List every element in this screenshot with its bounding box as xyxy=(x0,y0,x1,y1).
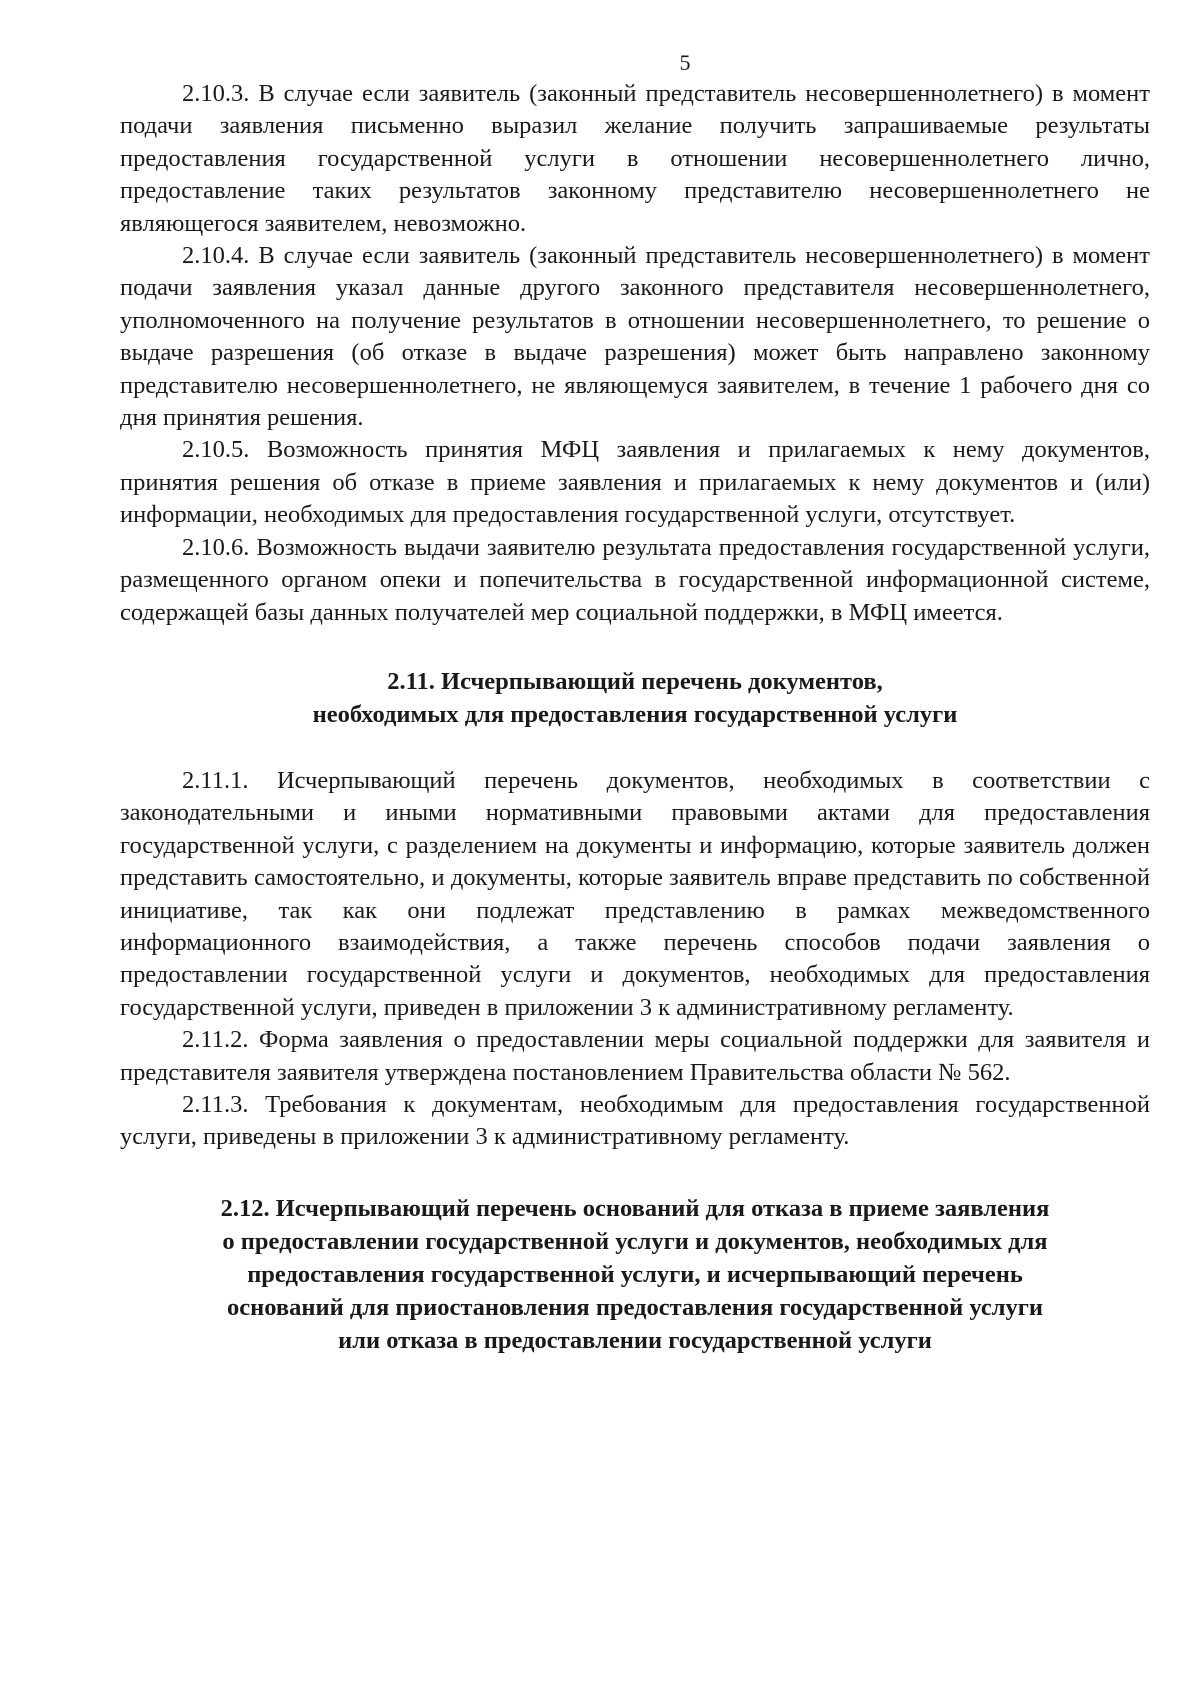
section-heading-2-12 xyxy=(120,1192,1150,1357)
paragraph-2-10-4: 2.10.4. В случае если заявитель (законный представитель несовершеннолетнего) в момент подачи заявления указал данные другого законного представителя несовершеннолетнего, уполномоченного на получение результатов в отношении несовершеннолетнего, то решение о выдаче разрешения (об отказе в выдаче разрешения) может быть направлено законному представителю несовершеннолетнего, не являющемуся заявителем, в течение 1 рабочего дня со дня принятия решения. xyxy=(120,242,1150,432)
heading-line: или отказа в предоставлении государственной услуги xyxy=(338,1326,932,1354)
spacer xyxy=(120,629,1150,665)
paragraph-2-10-3: 2.10.3. В случае если заявитель (законный представитель несовершеннолетнего) в момент подачи заявления письменно выразил желание получить запрашиваемые результаты предоставления государственной услуги в отношении несовершеннолетнего лично, предоставление таких результатов законному представителю несовершеннолетнего не являющегося заявителем, невозможно. xyxy=(120,80,1150,237)
section-heading-2-11 xyxy=(120,665,1150,731)
paragraph-2-11-1: 2.11.1. Исчерпывающий перечень документов, необходимых в соответствии с законодательными и иными нормативными правовыми актами для предоставления государственной услуги, с разделением на документы и информацию, которые заявитель должен представить самостоятельно, и документы, которые заявитель вправе представить по собственной инициативе, так как они подлежат представлению в рамках межведомственного информационного взаимодействия, а также перечень способов подачи заявления о предоставлении государственной услуги и документов, необходимых для предоставления государственной услуги, приведен в приложении 3 к административному регламенту. xyxy=(120,766,1150,1021)
spacer xyxy=(120,731,1150,765)
paragraph-2-10-6: 2.10.6. Возможность выдачи заявителю результата предоставления государственной услуги, размещенного органом опеки и попечительства в государственной информационной системе, содержащей базы данных получателей мер социальной поддержки, в МФЦ имеется. xyxy=(120,533,1150,626)
paragraph-2-11-3: 2.11.3. Требования к документам, необходимым для предоставления государственной услуги, приведены в приложении 3 к административному регламенту. xyxy=(120,1090,1150,1151)
heading-line: предоставления государственной услуги, и исчерпывающий перечень xyxy=(247,1260,1023,1288)
paragraph-2-11-2: 2.11.2. Форма заявления о предоставлении меры социальной поддержки для заявителя и представителя заявителя утверждена постановлением Правительства области № 562. xyxy=(120,1026,1150,1086)
heading-line: необходимых для предоставления государственной услуги xyxy=(312,700,958,728)
heading-line: оснований для приостановления предоставления государственной услуги xyxy=(227,1293,1043,1321)
heading-line: 2.11. Исчерпывающий перечень документов, xyxy=(387,667,883,695)
document-page xyxy=(120,50,1150,1357)
heading-line: о предоставлении государственной услуги и документов, необходимых для xyxy=(222,1227,1048,1255)
page-number: 5 xyxy=(679,50,691,75)
spacer xyxy=(120,1154,1150,1192)
heading-line: 2.12. Исчерпывающий перечень оснований для отказа в приеме заявления xyxy=(220,1194,1050,1222)
paragraph-2-10-5: 2.10.5. Возможность принятия МФЦ заявления и прилагаемых к нему документов, принятия решения об отказе в приеме заявления и прилагаемых к нему документов и (или) информации, необходимых для предоставления государственной услуги, отсутствует. xyxy=(120,436,1150,529)
